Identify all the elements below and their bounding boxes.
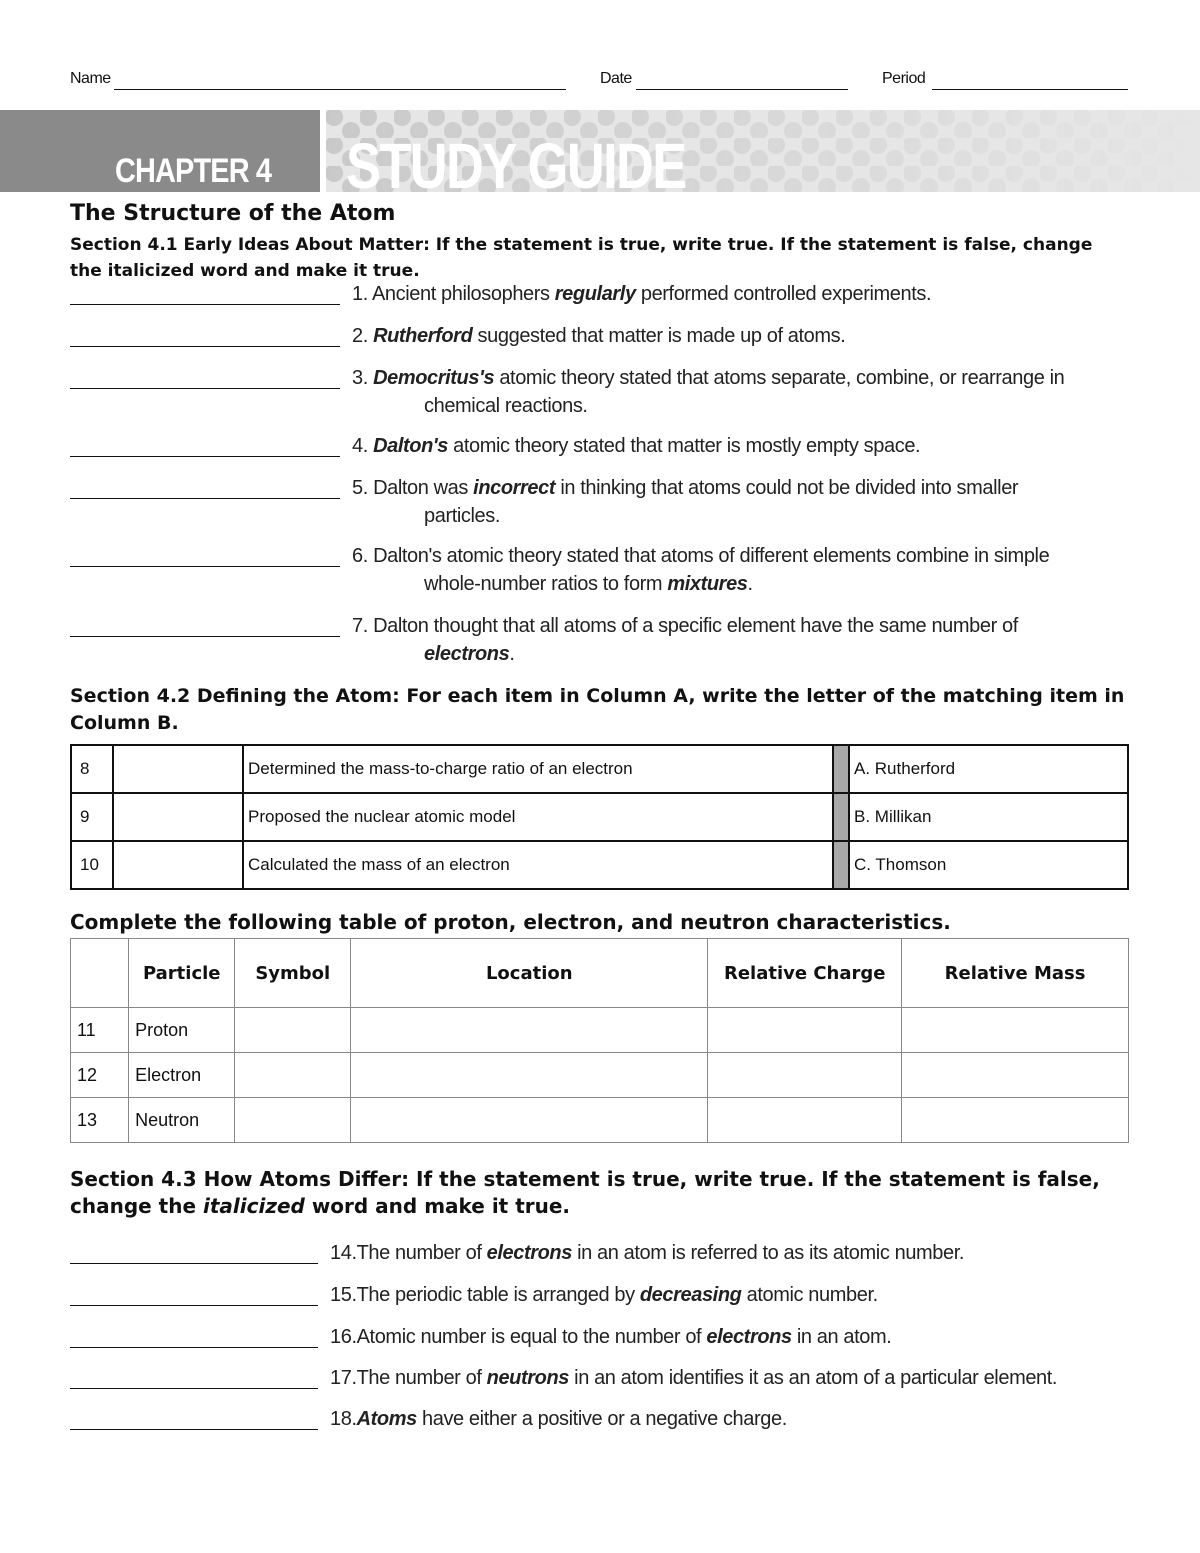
row-number: 12: [71, 1053, 129, 1098]
answer-line[interactable]: [70, 498, 340, 499]
location-header: Location: [351, 939, 708, 1008]
question-post: performed controlled experiments.: [635, 283, 932, 305]
question-text: [352, 280, 1142, 308]
answer-line[interactable]: [70, 304, 340, 305]
section3-instruction-post: word and make it true.: [304, 1194, 571, 1218]
question-post: in an atom.: [791, 1326, 892, 1348]
question-text: [352, 542, 1142, 598]
question-text: [330, 1281, 1120, 1309]
answer-line[interactable]: [70, 636, 340, 637]
relative-mass-header: Relative Mass: [902, 939, 1129, 1008]
period-label: Period: [882, 70, 926, 87]
answer-line[interactable]: [70, 1263, 318, 1264]
question-key-word: Atoms: [356, 1408, 417, 1430]
row-number: 11: [71, 1008, 129, 1053]
question-text: [330, 1323, 1120, 1351]
name-label: Name: [70, 70, 111, 87]
question-pre: The periodic table is arranged by: [356, 1284, 640, 1306]
matching-row: [71, 745, 1128, 793]
question-cont-post: .: [747, 573, 753, 595]
answer-line[interactable]: [70, 1305, 318, 1306]
answer-line[interactable]: [70, 1388, 318, 1389]
question-post: suggested that matter is made up of atoms.: [472, 325, 846, 347]
column-separator: [833, 841, 849, 889]
question-number: 16.: [330, 1326, 357, 1348]
symbol-cell[interactable]: [235, 1098, 351, 1143]
question-text: [330, 1405, 1120, 1433]
answer-line[interactable]: [70, 566, 340, 567]
relative-mass-cell[interactable]: [902, 1098, 1129, 1143]
section3-instruction-pre: Section 4.3 How Atoms Differ: If the statement is true, write true. If the statement is false, change the: [70, 1167, 1100, 1218]
question-text: [352, 322, 1142, 350]
question-text: [352, 432, 1142, 460]
question-post: in thinking that atoms could not be divided into smaller: [555, 477, 1019, 499]
question-post: atomic theory stated that matter is mostly empty space.: [447, 435, 921, 457]
column-separator: [833, 745, 849, 793]
particle-row: [71, 1053, 1129, 1098]
answer-cell[interactable]: [113, 841, 243, 889]
question-key-word: electrons: [486, 1242, 572, 1264]
date-field[interactable]: [636, 89, 848, 90]
answer-line[interactable]: [70, 388, 340, 389]
relative-charge-cell[interactable]: [708, 1098, 902, 1143]
particle-table: [70, 938, 1129, 1143]
question-number: 4.: [352, 435, 368, 457]
study-guide-label: STUDY GUIDE: [346, 130, 686, 202]
question-continuation: particles.: [424, 505, 501, 527]
section1-instruction: Section 4.1 Early Ideas About Matter: If the statement is true, write true. If the statement is false, change the italicized word and make it true.: [70, 235, 1093, 281]
answer-line[interactable]: [70, 1347, 318, 1348]
particle-name: Proton: [129, 1008, 235, 1053]
matching-table: [70, 744, 1129, 890]
question-pre: Dalton thought that all atoms of a specific element have the same number of: [373, 615, 1018, 637]
location-cell[interactable]: [351, 1053, 708, 1098]
relative-mass-cell[interactable]: [902, 1008, 1129, 1053]
symbol-header: Symbol: [235, 939, 351, 1008]
question-key-word: incorrect: [473, 477, 556, 499]
particle-row: [71, 1008, 1129, 1053]
question-number: 1.: [352, 283, 368, 305]
relative-charge-cell[interactable]: [708, 1053, 902, 1098]
particle-row: [71, 1098, 1129, 1143]
question-number: 6.: [352, 545, 368, 567]
section2-instruction: Section 4.2 Defining the Atom: For each item in Column A, write the letter of the matching item in Column B.: [70, 685, 1125, 734]
question-pre: Ancient philosophers: [371, 283, 555, 305]
question-text: [352, 612, 1142, 668]
particle-name: Neutron: [129, 1098, 235, 1143]
name-field[interactable]: [114, 89, 566, 90]
location-cell[interactable]: [351, 1008, 708, 1053]
question-post: atomic number.: [741, 1284, 878, 1306]
page-title: The Structure of the Atom: [70, 201, 396, 226]
number-header: [71, 939, 129, 1008]
question-number: 5.: [352, 477, 368, 499]
symbol-cell[interactable]: [235, 1053, 351, 1098]
row-number: 8: [71, 745, 113, 793]
question-post: atomic theory stated that atoms separate, combine, or rearrange in: [494, 367, 1065, 389]
answer-cell[interactable]: [113, 745, 243, 793]
question-key-word: Rutherford: [373, 325, 473, 347]
question-text: [352, 364, 1142, 420]
question-number: 15.: [330, 1284, 357, 1306]
particle-header: Particle: [129, 939, 235, 1008]
question-number: 7.: [352, 615, 368, 637]
question-text: [352, 474, 1142, 530]
matching-row: [71, 841, 1128, 889]
question-post: in an atom is referred to as its atomic number.: [571, 1242, 965, 1264]
question-number: 2.: [352, 325, 368, 347]
row-number: 9: [71, 793, 113, 841]
question-post: in an atom identifies it as an atom of a particular element.: [569, 1367, 1058, 1389]
question-pre: Dalton was: [373, 477, 474, 499]
question-pre: Dalton's atomic theory stated that atoms of different elements combine in simple: [373, 545, 1050, 567]
question-post: have either a positive or a negative charge.: [416, 1408, 787, 1430]
column-b-item: C. Thomson: [849, 841, 1128, 889]
relative-mass-cell[interactable]: [902, 1053, 1129, 1098]
question-number: 18.: [330, 1408, 357, 1430]
question-key-word: mixtures: [667, 573, 748, 595]
question-continuation: chemical reactions.: [424, 395, 588, 417]
section3-instruction: [70, 1166, 1140, 1220]
question-key-word: regularly: [554, 283, 636, 305]
column-a-item: Proposed the nuclear atomic model: [243, 793, 833, 841]
particle-name: Electron: [129, 1053, 235, 1098]
question-key-word: decreasing: [639, 1284, 742, 1306]
question-number: 14.: [330, 1242, 357, 1264]
relative-charge-cell[interactable]: [708, 1008, 902, 1053]
answer-cell[interactable]: [113, 793, 243, 841]
question-key-word: electrons: [706, 1326, 792, 1348]
location-cell[interactable]: [351, 1098, 708, 1143]
answer-line[interactable]: [70, 346, 340, 347]
chapter-label: CHAPTER 4: [115, 152, 272, 190]
row-number: 10: [71, 841, 113, 889]
question-key-word: electrons: [424, 643, 510, 665]
particle-table-instruction: Complete the following table of proton, electron, and neutron characteristics.: [70, 910, 951, 934]
answer-line[interactable]: [70, 456, 340, 457]
column-separator: [833, 793, 849, 841]
question-text: [330, 1239, 1120, 1267]
question-continuation: [352, 570, 1142, 598]
question-pre: The number of: [356, 1242, 487, 1264]
question-continuation: [352, 640, 1142, 668]
question-cont-pre: whole-number ratios to form: [424, 573, 668, 595]
column-b-item: B. Millikan: [849, 793, 1128, 841]
relative-charge-header: Relative Charge: [708, 939, 902, 1008]
question-key-word: Democritus's: [373, 367, 495, 389]
column-a-item: Determined the mass-to-charge ratio of an electron: [243, 745, 833, 793]
question-pre: The number of: [356, 1367, 487, 1389]
column-b-item: A. Rutherford: [849, 745, 1128, 793]
symbol-cell[interactable]: [235, 1008, 351, 1053]
matching-row: [71, 793, 1128, 841]
answer-line[interactable]: [70, 1429, 318, 1430]
period-field[interactable]: [932, 89, 1128, 90]
row-number: 13: [71, 1098, 129, 1143]
question-pre: Atomic number is equal to the number of: [356, 1326, 707, 1348]
section3-instruction-italic: italicized: [203, 1194, 305, 1218]
date-label: Date: [600, 70, 632, 87]
question-key-word: neutrons: [486, 1367, 569, 1389]
question-text: [330, 1364, 1120, 1392]
column-a-item: Calculated the mass of an electron: [243, 841, 833, 889]
question-key-word: Dalton's: [373, 435, 448, 457]
question-number: 17.: [330, 1367, 357, 1389]
question-cont-post: .: [509, 643, 515, 665]
question-number: 3.: [352, 367, 368, 389]
